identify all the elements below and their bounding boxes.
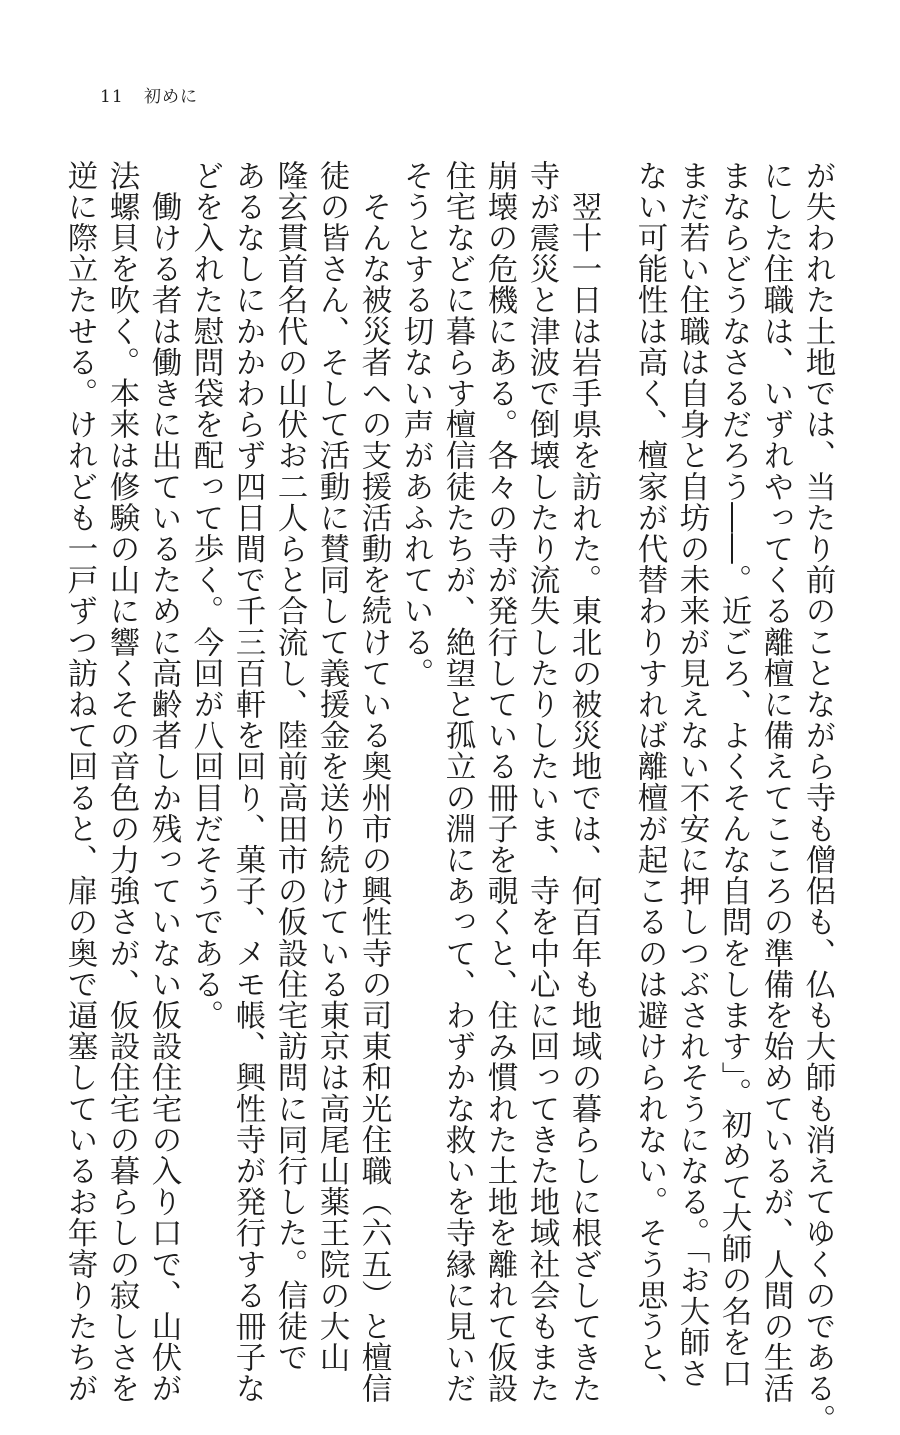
page-number: 11 [100, 87, 124, 107]
text-line: 逆に際立たせる。けれども一戸ずつ訪ねて回ると、扉の奥で逼塞しているお年寄りたちが [62, 160, 97, 1404]
text-line: どを入れた慰問袋を配って歩く。今回が八回目だそうである。 [188, 160, 223, 1031]
page-header [100, 82, 198, 107]
text-line: そうとする切ない声があふれている。 [398, 160, 433, 689]
text-line: 住宅などに暮らす檀信徒たちが、絶望と孤立の淵にあって、わずかな救いを寺縁に見いだ [440, 160, 475, 1404]
text-line: 徒の皆さん、そして活動に賛同して義援金を送り続けている東京は高尾山薬王院の大山 [314, 160, 349, 1373]
text-line: 崩壊の危機にある。各々の寺が発行している冊子を覗くと、住み慣れた土地を離れて仮設 [482, 160, 517, 1404]
text-line: そんな被災者への支援活動を続けている奥州市の興性寺の司東和光住職（六五）と檀信 [356, 160, 391, 1404]
text-line: が失われた土地では、当たり前のことながら寺も僧侶も、仏も大師も消えてゆくのである。 [800, 160, 835, 1435]
text-line: 翌十一日は岩手県を訪れた。東北の被災地では、何百年も地域の暮らしに根ざしてきた [566, 160, 601, 1404]
body-text [58, 160, 838, 1435]
text-line: にした住職は、いずれやってくる離檀に備えてこころの準備を始めているが、人間の生活 [758, 160, 793, 1404]
text-line: まだ若い住職は自身と自坊の未来が見えない不安に押しつぶされそうになる。「お大師さ [674, 160, 709, 1389]
text-line: 寺が震災と津波で倒壊したり流失したりしたいま、寺を中心に回ってきた地域社会もまた [524, 160, 559, 1404]
text-line: ない可能性は高く、檀家が代替わりすれば離檀が起こるのは避けられない。そう思うと、 [632, 160, 667, 1404]
text-line: まならどうなさるだろう――。近ごろ、よくそんな自問をします」。初めて大師の名を口 [716, 160, 751, 1389]
text-line: 隆玄貫首名代の山伏お二人らと合流し、陸前高田市の仮設住宅訪問に同行した。信徒で [272, 160, 307, 1373]
text-line: 法螺貝を吹く。本来は修験の山に響くその音色の力強さが、仮設住宅の暮らしの寂しさを [104, 160, 139, 1404]
text-line: 働ける者は働きに出ているために高齢者しか残っていない仮設住宅の入り口で、山伏が [146, 160, 181, 1404]
text-line: あるなしにかかわらず四日間で千三百軒を回り、菓子、メモ帳、興性寺が発行する冊子な [230, 160, 265, 1404]
section-title: 初めに [144, 87, 199, 107]
